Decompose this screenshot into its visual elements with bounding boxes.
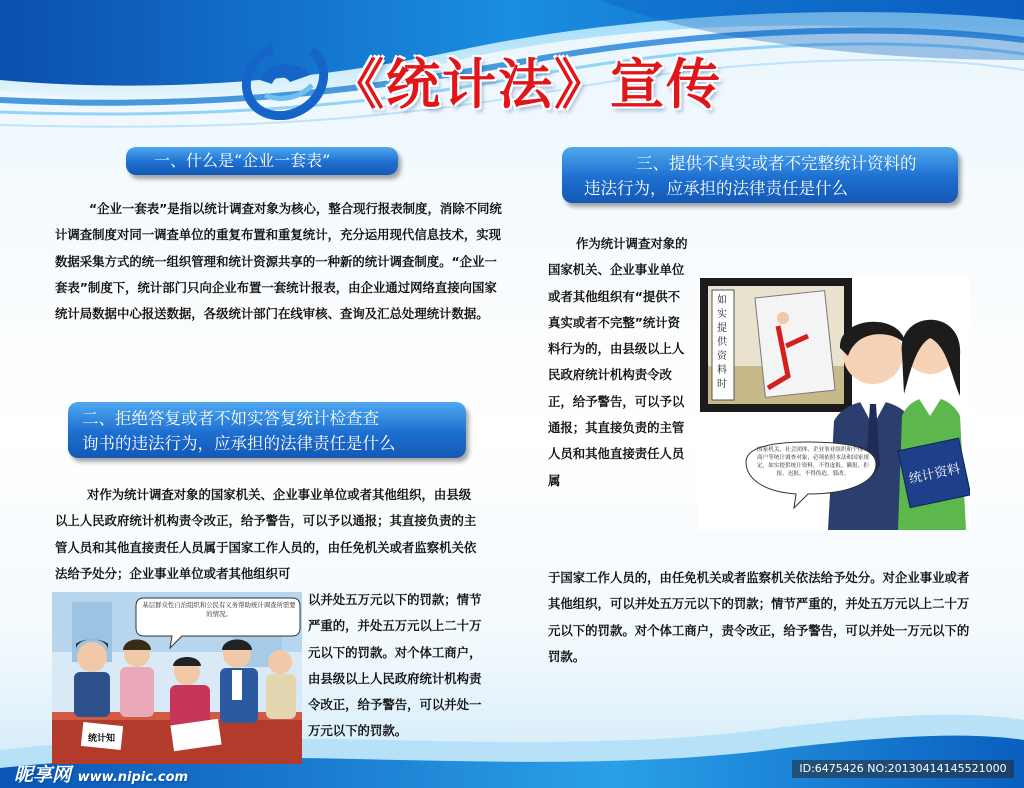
section3-heading: [562, 147, 958, 203]
section3-illustration: [698, 276, 970, 530]
section2-text-side: 以并处五万元以下的罚款；情节严重的，并处五万元以上二十万元以下的罚款。对个体工商户，由县级以上人民政府统计机构责令改正，给予警告，可以并处一万元以下的罚款。: [308, 592, 482, 739]
image-id-bar: ID:6475426 NO:20130414145521000: [792, 760, 1014, 778]
section1-text: “企业一套表”是指以统计调查对象为核心，整合现行报表制度，消除不同统计调查制度对同一调查单位的重复布置和重复统计，充分运用现代信息技术，实现数据采集方式的统一组织管理和统计资源共享的一种新的统计调查制度。“企业一套表”制度下，统计部门只向企业布置一套统计报表，由企业通过网络直接向国家统计局数据中心报送数据，各级统计部门在线审核、查询及汇总处理统计数据。: [55, 201, 502, 322]
section3-paragraph-side: [548, 231, 688, 494]
section3-heading-line1: 三、提供不真实或者不完整统计资料的: [636, 154, 917, 173]
watermark-site-name: 昵享网: [14, 764, 72, 786]
section2-paragraph-top: [55, 482, 479, 587]
section1-paragraph: [55, 196, 505, 327]
watermark-url: www.nipic.com: [77, 770, 189, 785]
illustration-book-title: 统计资料: [907, 461, 962, 488]
watermark-logo: [14, 760, 188, 787]
illustration-paper-label: 统计知: [88, 734, 116, 744]
section3-text-side: 作为统计调查对象的国家机关、企业事业单位或者其他组织有“提供不真实或者不完整”统计资料行为的，由县级以上人民政府统计机构责令改正，给予警告，可以予以通报；其直接负责的主管人员和其他直接责任人员属: [548, 236, 688, 488]
statistics-logo-icon: [240, 40, 330, 120]
section3-text-bottom: 于国家工作人员的，由任免机关或者监察机关依法给予处分。对企业事业或者其他组织，可以并处五万元以下的罚款；情节严重的，并处五万元以上二十万元以下的罚款。对个体工商户，责令改正，给予警告，可以并处一万元以下的罚款。: [548, 570, 970, 664]
section2-heading: [68, 402, 466, 458]
section2-illustration: [52, 592, 302, 764]
poster-title: 《统计法》宣传: [330, 52, 722, 116]
section2-heading-line2: 询书的违法行为，应承担的法律责任是什么: [82, 434, 396, 453]
section1-heading-text: 一、什么是“企业一套表”: [154, 151, 331, 170]
section3-heading-line2: 违法行为，应承担的法律责任是什么: [584, 179, 848, 198]
section2-heading-line1: 二、拒绝答复或者不如实答复统计检查查: [82, 409, 379, 428]
illustration-bubble-text-2: 国家机关、社会团体、企业事业组织和个体工商户等统计调查对象，必须依照本法和国家规定，如实提供统计资料，不得虚报、瞒报、拒报、迟报，不得伪造、篡改。: [757, 447, 869, 477]
illustration-bubble-text: 基层群众性自治组织和公民有义务帮助统计调查所需要的情况。: [142, 601, 296, 618]
section2-paragraph-side: [308, 587, 484, 745]
section3-paragraph-bottom: [548, 565, 972, 670]
section2-text-top: 对作为统计调查对象的国家机关、企业事业单位或者其他组织，由县级以上人民政府统计机构责令改正，给予警告，可以予以通报；其直接负责的主管人员和其他直接责任人员属于国家工作人员的，由任免机关或者监察机关依法给予处分；企业事业单位或者其他组织可: [55, 487, 477, 581]
illustration-sign-text: 如实提供资料时: [717, 295, 727, 390]
section1-heading: [126, 147, 398, 175]
